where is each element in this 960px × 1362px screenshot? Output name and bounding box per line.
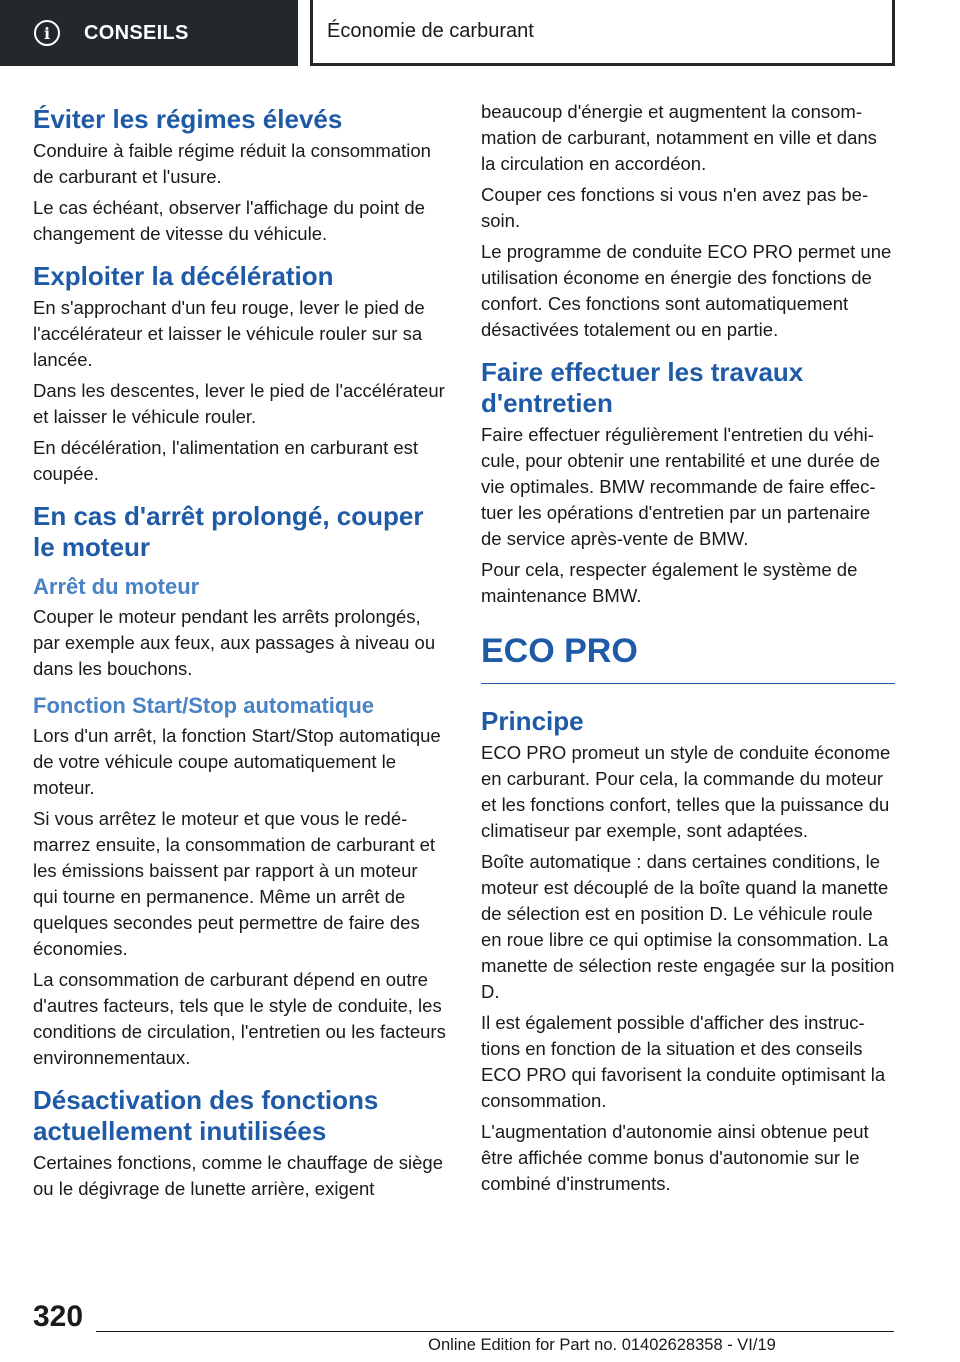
paragraph: En décélération, l'alimentation en carburant est coupée. (33, 437, 419, 484)
right-column (481, 99, 895, 1202)
paragraph: Dans les descentes, lever le pied de l'accélérateur et laisser le véhicule rouler. (33, 380, 445, 427)
heading-principle: Principe (481, 706, 584, 736)
section-tab (0, 0, 298, 66)
edition-note: Online Edition for Part no. 01402628358 - VI/19 (428, 1336, 776, 1354)
info-icon: i (34, 20, 60, 46)
section-label: CONSEILS (84, 21, 189, 44)
paragraph: Il est également possible d'afficher des instructions en fonction de la situation et des conseils ECO PRO qui favorisent la conduite optimisant la consommation. (481, 1012, 886, 1111)
paragraph: ECO PRO promeut un style de conduite économe en carburant. Pour cela, la commande du moteur et les fonctions confort, telles que la puissance du climatiseur par exemple, sont adaptées. (481, 742, 891, 841)
paragraph: Conduire à faible régime réduit la consommation de carburant et l'usure. (33, 140, 431, 187)
paragraph: Le cas échéant, observer l'affichage du point de changement de vitesse du véhicule. (33, 197, 425, 244)
paragraph: Si vous arrêtez le moteur et que vous le redémarrez ensuite, la consommation de carburant et les émissions baissent par rapport à un moteur qui tourne en permanence. Même un arrêt de quelques secondes peut permettre de faire des économies. (33, 808, 436, 959)
paragraph: En s'approchant d'un feu rouge, lever le pied de l'accélérateur et laisser le véhicule rouler sur sa lancée. (33, 297, 425, 370)
paragraph: Lors d'un arrêt, la fonction Start/Stop automatique de votre véhicule coupe automatiquement le moteur. (33, 725, 441, 798)
page-number: 320 (33, 1300, 84, 1333)
paragraph: Boîte automatique : dans certaines conditions, le moteur est découplé de la boîte quand la manette de sélection est en position D. Le véhicule roule en roue libre ce qui optimise la consommation. La manette de sélection reste engagée sur la position D. (481, 851, 895, 1002)
paragraph: Certaines fonctions, comme le chauffage de siège ou le dégivrage de lunette arrière, exigent (33, 1152, 443, 1199)
paragraph: Couper ces fonctions si vous n'en avez pas besoin. (481, 184, 869, 231)
heading-maintenance: Faire effectuer les travaux d'entretien (481, 357, 804, 418)
subheading-engine-stop: Arrêt du moteur (33, 574, 200, 599)
heading-deceleration: Exploiter la décélération (33, 261, 334, 291)
heading-avoid-high-revs: Éviter les régimes élevés (33, 104, 343, 134)
paragraph: Pour cela, respecter également le système de maintenance BMW. (481, 559, 858, 606)
paragraph: Couper le moteur pendant les arrêts prolongés, par exemple aux feux, aux passages à niveau ou dans les bouchons. (33, 606, 436, 679)
paragraph: Le programme de conduite ECO PRO permet une utilisation économe en énergie des fonctions de confort. Ces fonctions sont automatiquement désactivées totalement ou en partie. (481, 241, 892, 340)
heading-long-stop: En cas d'arrêt prolongé, couper le moteur (33, 501, 424, 562)
paragraph: La consommation de carburant dépend en outre d'autres facteurs, tels que le style de conduite, les conditions de circulation, l'entretien ou les facteurs environnementaux. (33, 969, 446, 1068)
subheading-start-stop: Fonction Start/Stop automatique (33, 693, 374, 718)
paragraph: L'augmentation d'autonomie ainsi obtenue peut être affichée comme bonus d'autonomie sur le combiné d'instruments. (481, 1121, 869, 1194)
paragraph: beaucoup d'énergie et augmentent la consommation de carburant, notamment en ville et dans la circulation en accordéon. (481, 101, 877, 174)
left-column (33, 98, 447, 1207)
chapter-title: Économie de carburant (327, 20, 534, 42)
heading-deactivation: Désactivation des fonctions actuellement inutilisées (33, 1085, 379, 1146)
chapter-heading-eco-pro: ECO PRO (481, 631, 895, 684)
paragraph: Faire effectuer régulièrement l'entretien du véhicule, pour obtenir une rentabilité et une durée de vie optimales. BMW recommande de faire effectuer les opérations d'entretien par un partenaire de service après-vente de BMW. (481, 424, 881, 549)
footer-divider (96, 1331, 894, 1332)
chapter-header (310, 0, 895, 66)
